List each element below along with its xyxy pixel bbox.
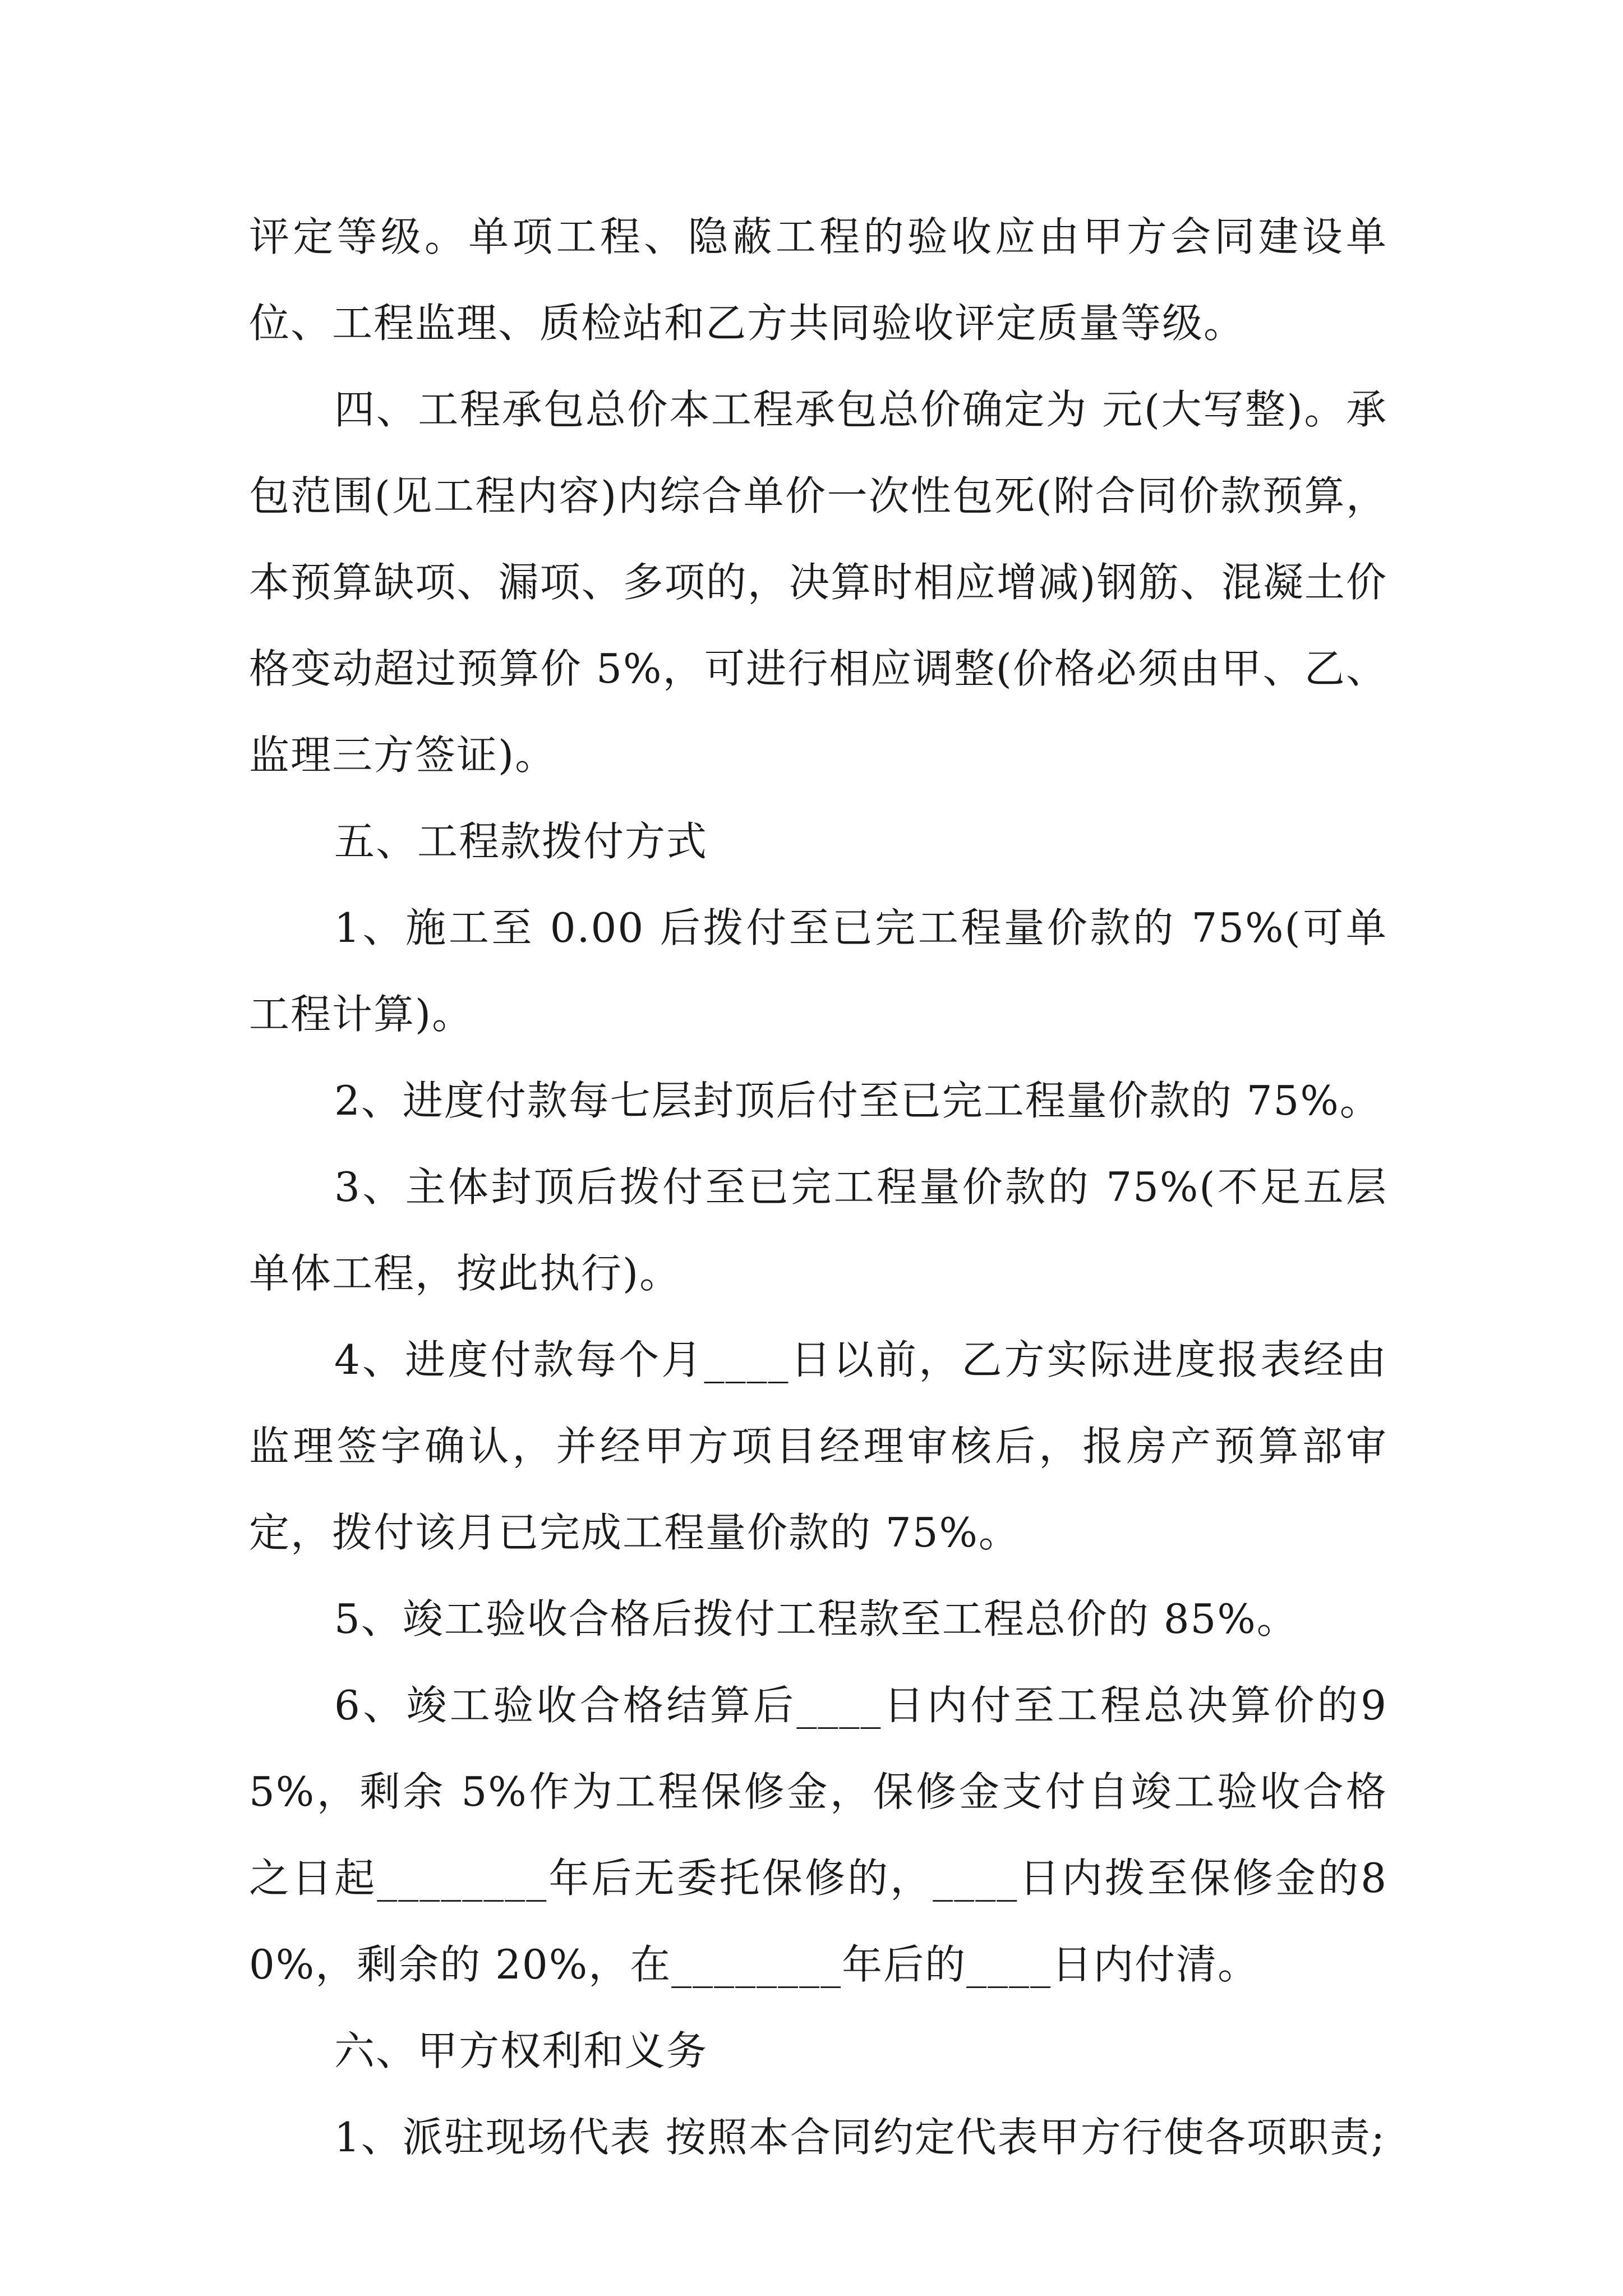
document-body <box>249 194 1387 2180</box>
paragraph-inspection-grade: 评定等级。单项工程、隐蔽工程的验收应由甲方会同建设单位、工程监理、质检站和乙方共同验收评定质量等级。 <box>249 213 1387 347</box>
payment-item-5: 5、竣工验收合格后拨付工程款至工程总价的 85%。 <box>334 1595 1298 1642</box>
section-heading-payment-method: 五、工程款拨付方式 <box>334 818 708 865</box>
party-a-item-1: 1、派驻现场代表 按照本合同约定代表甲方行使各项职责; <box>334 2114 1386 2161</box>
section-heading-party-a-rights: 六、甲方权利和义务 <box>334 2027 708 2074</box>
payment-item-4: 4、进度付款每个月____日以前，乙方实际进度报表经由监理签字确认，并经甲方项目经理审核后，报房产预算部审定，拨付该月已完成工程量价款的 75%。 <box>249 1336 1387 1556</box>
paragraph-contract-price: 四、工程承包总价本工程承包总价确定为 元(大写整)。承包范围(见工程内容)内综合单价一次性包死(附合同价款预算，本预算缺项、漏项、多项的，决算时相应增减)钢筋、混凝土价格变动超过预算价 5%，可进行相应调整(价格必须由甲、乙、监理三方签证)。 <box>249 386 1387 779</box>
payment-item-2: 2、进度付款每七层封顶后付至已完工程量价款的 75%。 <box>334 1077 1381 1124</box>
payment-item-1: 1、施工至 0.00 后拨付至已完工程量价款的 75%(可单工程计算)。 <box>249 904 1387 1038</box>
payment-item-3: 3、主体封顶后拨付至已完工程量价款的 75%(不足五层单体工程，按此执行)。 <box>249 1163 1387 1297</box>
payment-item-6: 6、竣工验收合格结算后____日内付至工程总决算价的95%，剩余 5%作为工程保修金，保修金支付自竣工验收合格之日起________年后无委托保修的，____日内拨至保修金的80%，剩余的 20%，在________年后的____日内付清。 <box>249 1682 1387 1988</box>
